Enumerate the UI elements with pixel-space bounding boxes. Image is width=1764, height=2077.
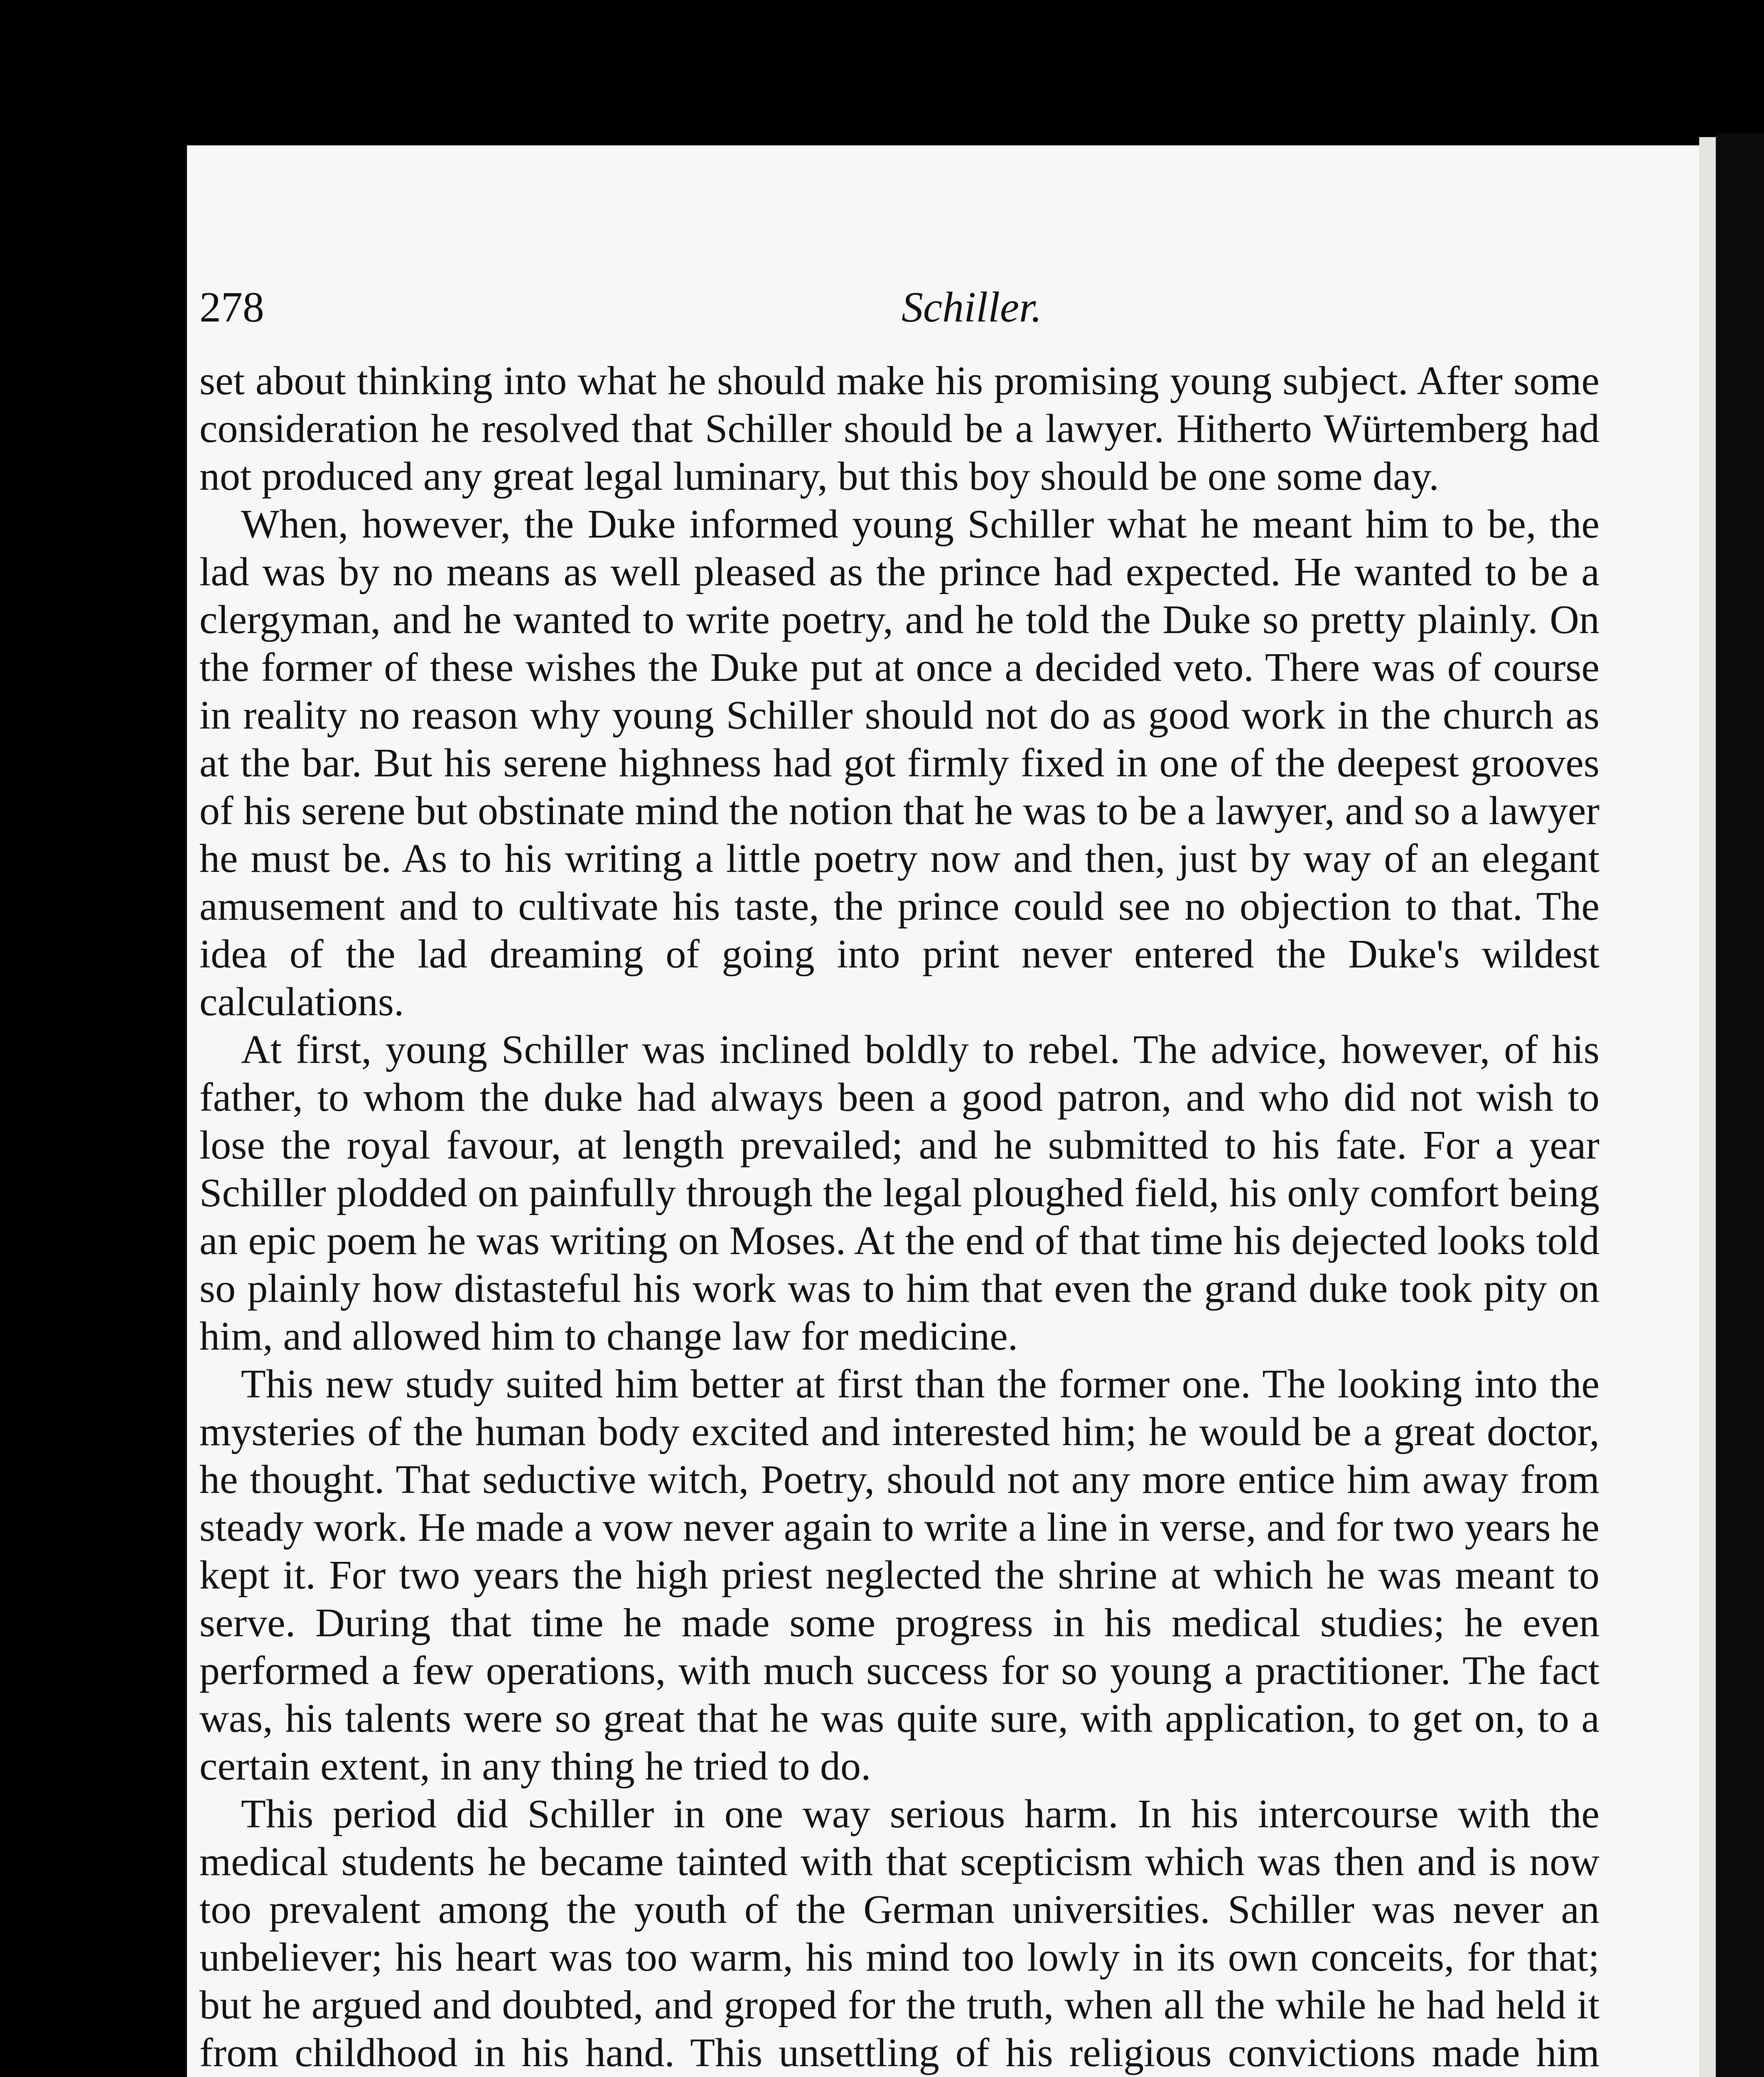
page-number: 278 — [199, 283, 264, 331]
paragraph-3: At first, young Schiller was inclined boldly to rebel. The advice, however, of his father, to whom the duke had always been a good patron, and who did not wish to lose the royal favour, at length prevailed; and he submitted to his fate. For a year Schiller plodded on painfully through the legal ploughed field, his only comfort being an epic poem he was writing on Moses. At the end of that time his dejected looks told so plainly how distasteful his work was to him that even the grand duke took pity on him, and allowed him to change law for medicine. — [199, 1027, 1599, 1359]
paragraph-5: This period did Schiller in one way serious harm. In his intercourse with the medical students he became tainted with that scepticism which was then and is now too prevalent among the youth of the German universities. Schiller was never an unbeliever; his heart was too warm, his mind too lowly in its own conceits, for that; but he argued and doubted, and groped for the truth, when all the while he had held it from childhood in his hand. This unsettling of his religious convictions made him — [199, 1792, 1599, 2075]
body-text — [199, 357, 1599, 2077]
paragraph-1: set about thinking into what he should make his promising young subject. After some consideration he resolved that Schiller should be a lawyer. Hitherto Würtemberg had not produced any great legal luminary, but this boy should be one some day. — [199, 358, 1599, 499]
page-shadow — [1716, 133, 1764, 2077]
running-title: Schiller. — [902, 283, 1042, 331]
page-edge — [1699, 137, 1716, 2077]
paragraph-4: This new study suited him better at first than the former one. The looking into the mysteries of the human body excited and interested him; he would be a great doctor, he thought. That seductive witch, Poetry, should not any more entice him away from steady work. He made a vow never again to write a line in verse, and for two years he kept it. For two years the high priest neglected the shrine at which he was meant to serve. During that time he made some progress in his medical studies; he even performed a few operations, with much success for so young a practitioner. The fact was, his talents were so great that he was quite sure, with application, to get on, to a certain extent, in any thing he tried to do. — [199, 1362, 1599, 1789]
running-head — [199, 274, 1109, 341]
paragraph-2: When, however, the Duke informed young Schiller what he meant him to be, the lad was by no means as well pleased as the prince had expected. He wanted to be a clergyman, and he wanted to write poetry, and he told the Duke so pretty plainly. On the former of these wishes the Duke put at once a decided veto. There was of course in reality no reason why young Schiller should not do as good work in the church as at the bar. But his serene highness had got firmly fixed in one of the deepest grooves of his serene but obstinate mind the notion that he was to be a lawyer, and so a lawyer he must be. As to his writing a little poetry now and then, just by way of an elegant amusement and to cultivate his taste, the prince could see no objection to that. The idea of the lad dreaming of going into print never entered the Duke's wildest calculations. — [199, 502, 1599, 1024]
